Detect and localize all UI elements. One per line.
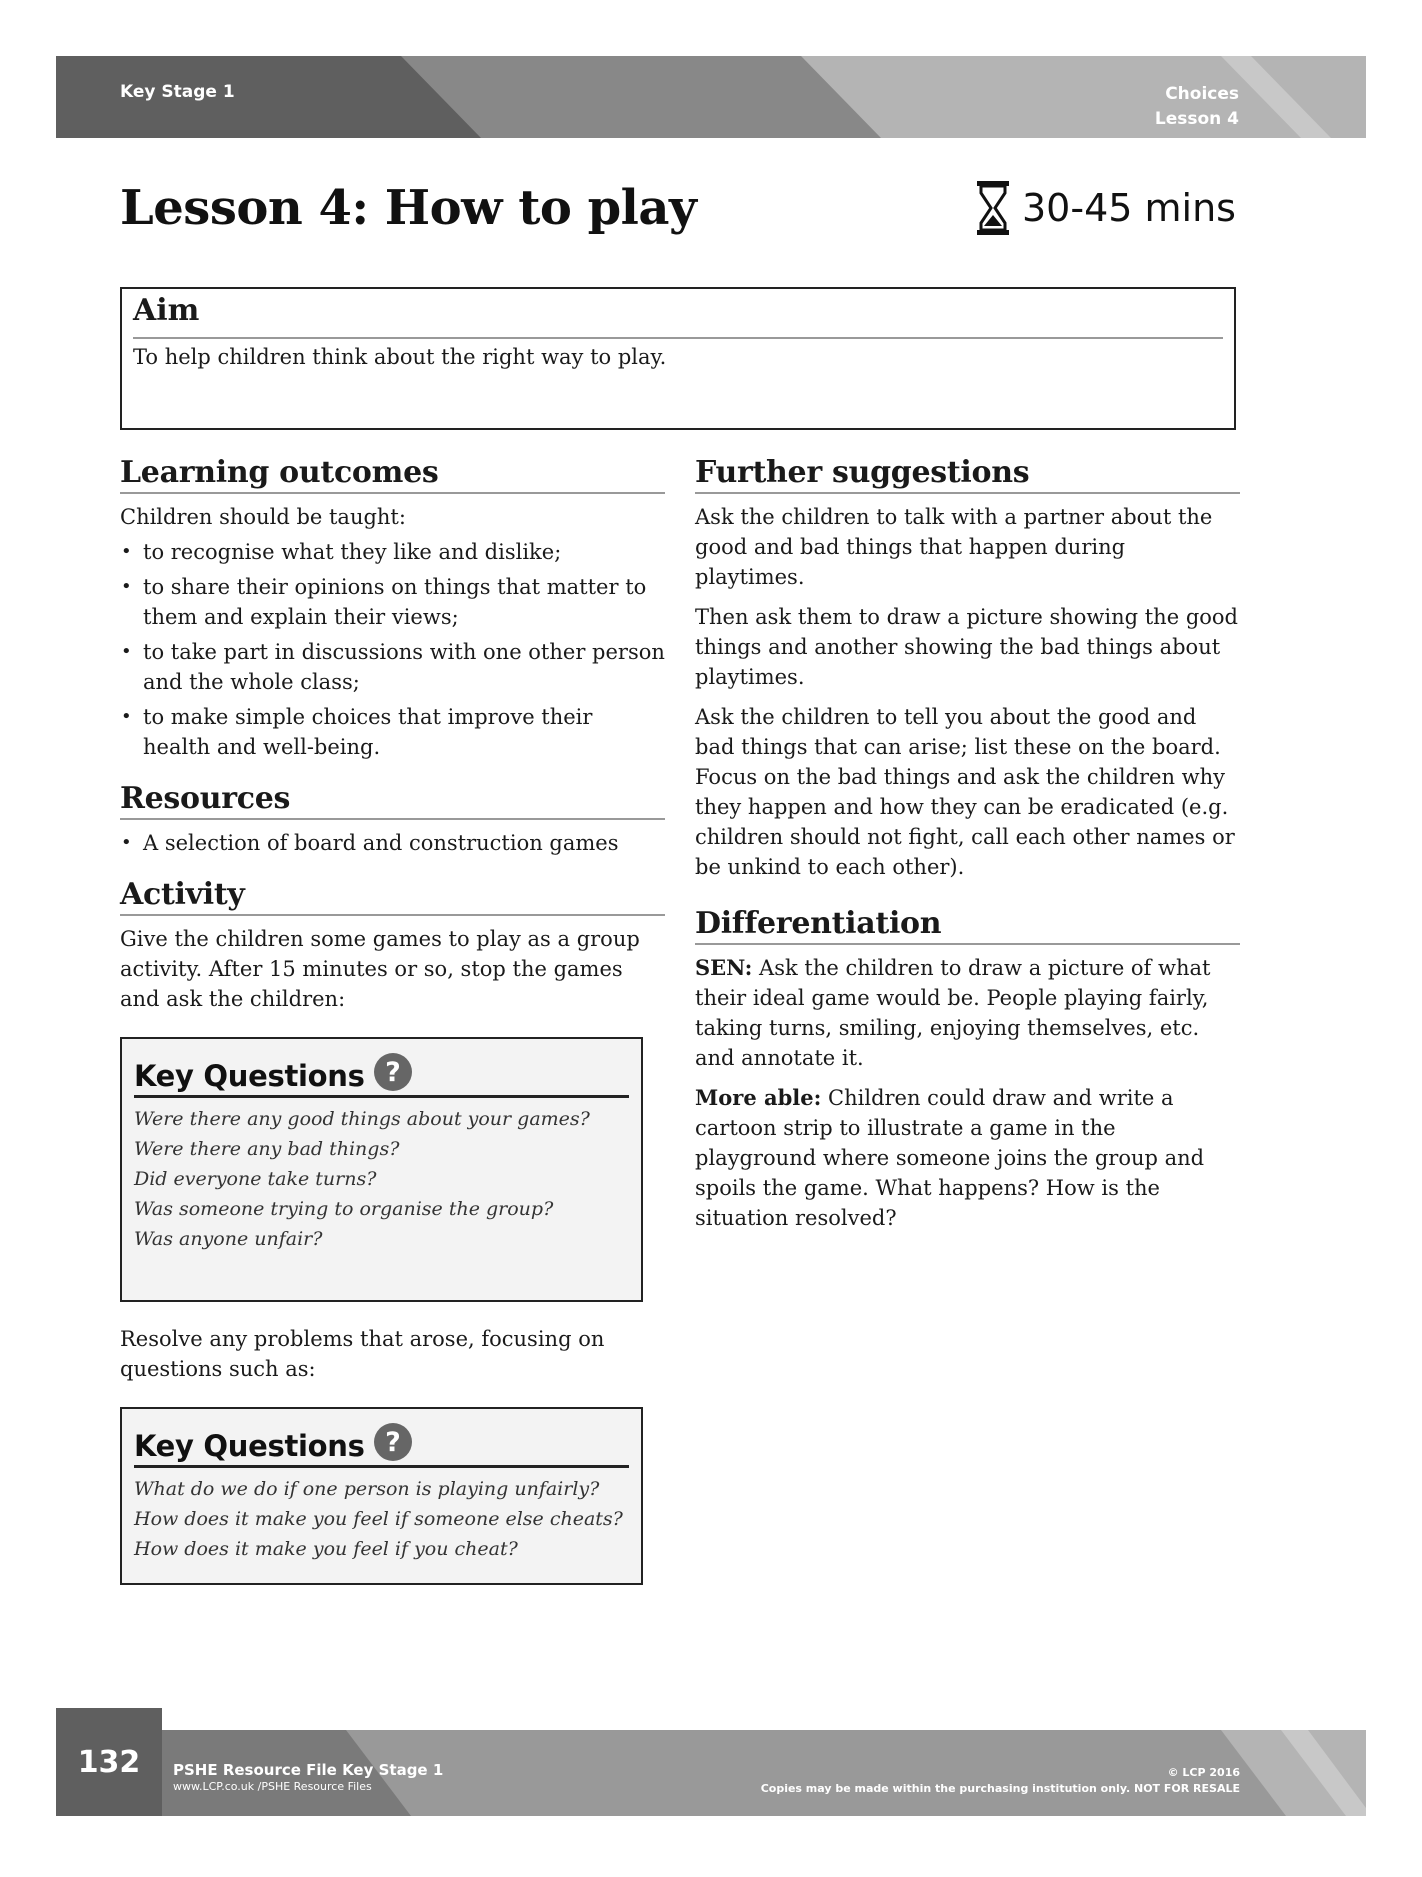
list-item: Was someone trying to organise the group? (134, 1198, 554, 1220)
key-questions-box-2 (120, 1407, 643, 1585)
key-questions-list (134, 1104, 629, 1254)
footer-right (761, 1765, 1240, 1797)
learning-outcomes-intro: Children should be taught: (120, 505, 406, 529)
list-item: Were there any bad things? (134, 1138, 400, 1160)
key-questions-box-1 (120, 1037, 643, 1302)
question-icon (373, 1422, 413, 1462)
footer-title: PSHE Resource File Key Stage 1 (173, 1761, 444, 1779)
differentiation-sen (695, 953, 1240, 1073)
more-able-label: More able: (695, 1085, 822, 1110)
key-questions-heading: Key Questions (134, 1429, 365, 1463)
more-able-text: Children could draw and write a cartoon strip to illustrate a game in the playground where someone joins the group and spoils the game. What happens? How is the situation resolved? (695, 1086, 1205, 1230)
key-questions-header (134, 1409, 629, 1468)
further-suggestions-heading: Further suggestions (695, 455, 1240, 494)
question-icon (373, 1052, 413, 1092)
sen-label: SEN: (695, 955, 753, 980)
copyright: © LCP 2016 (1167, 1766, 1240, 1779)
right-column (695, 455, 1240, 1233)
learning-outcomes-heading: Learning outcomes (120, 455, 665, 494)
list-item: What do we do if one person is playing unfairly? (134, 1478, 600, 1500)
unit-label (1155, 82, 1239, 132)
differentiation-heading: Differentiation (695, 906, 1240, 945)
duration (976, 180, 1236, 236)
activity-intro: Give the children some games to play as a group activity. After 15 minutes or so, stop the games and ask the children: (120, 927, 640, 1011)
aim-divider (133, 337, 1223, 339)
duration-text: 30-45 mins (1022, 186, 1236, 230)
list-item: • to take part in discussions with one other person and the whole class; (120, 637, 665, 697)
list-item: How does it make you feel if someone else cheats? (134, 1508, 623, 1530)
aim-heading: Aim (133, 293, 200, 328)
aim-box (120, 287, 1236, 430)
key-questions-header (134, 1039, 629, 1098)
sen-text: Ask the children to draw a picture of what their ideal game would be. People playing fairly, taking turns, smiling, enjoying themselves, etc. and annotate it. (695, 956, 1211, 1070)
resources-list (120, 828, 665, 858)
list-item: Was anyone unfair? (134, 1228, 323, 1250)
list-item: • to make simple choices that improve their health and well-being. (120, 702, 665, 762)
hourglass-icon (976, 180, 1010, 236)
activity-followup: Resolve any problems that arose, focusing on questions such as: (120, 1327, 605, 1381)
list-item: Did everyone take turns? (134, 1168, 377, 1190)
list-item: • to share their opinions on things that matter to them and explain their views; (120, 572, 665, 632)
key-questions-heading: Key Questions (134, 1059, 365, 1093)
list-item: • to recognise what they like and dislike; (120, 537, 665, 567)
differentiation-more-able (695, 1083, 1240, 1233)
resale-notice: Copies may be made within the purchasing institution only. NOT FOR RESALE (760, 1782, 1240, 1795)
page-number: 132 (77, 1744, 141, 1780)
further-suggestions-paragraph: Ask the children to tell you about the good and bad things that can arise; list these on the board. Focus on the bad things and ask the children why they happen and how they can be eradicated (e.g. children should not fight, call each other names or be unkind to each other). (695, 705, 1235, 879)
svg-text:?: ? (384, 1057, 401, 1088)
svg-text:?: ? (384, 1427, 401, 1458)
unit-name: Choices (1165, 84, 1239, 104)
further-suggestions-paragraph: Then ask them to draw a picture showing the good things and another showing the bad things about playtimes. (695, 605, 1238, 689)
learning-outcomes-list (120, 537, 665, 762)
lesson-label: Lesson 4 (1154, 109, 1239, 129)
footer-left (173, 1761, 443, 1793)
list-item: Were there any good things about your games? (134, 1108, 590, 1130)
page-title: Lesson 4: How to play (120, 180, 697, 236)
left-column (120, 455, 665, 1585)
key-questions-list (134, 1474, 629, 1564)
activity-heading: Activity (120, 877, 665, 916)
list-item: • A selection of board and construction games (120, 828, 665, 858)
aim-text: To help children think about the right way to play. (133, 345, 667, 369)
resources-heading: Resources (120, 781, 665, 820)
further-suggestions-paragraph: Ask the children to talk with a partner about the good and bad things that happen during playtimes. (695, 505, 1213, 589)
key-stage-label: Key Stage 1 (120, 82, 235, 102)
footer-url: www.LCP.co.uk /PSHE Resource Files (173, 1780, 372, 1793)
list-item: How does it make you feel if you cheat? (134, 1538, 518, 1560)
